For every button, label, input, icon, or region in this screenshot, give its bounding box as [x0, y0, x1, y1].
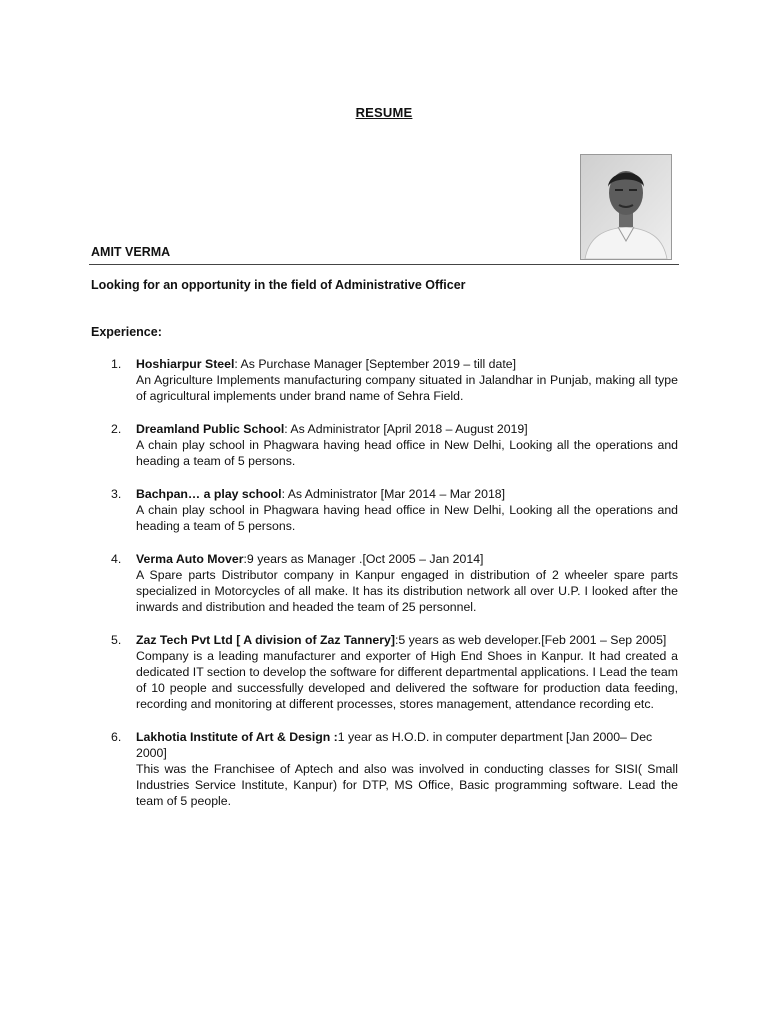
experience-item: [111, 486, 678, 534]
experience-item: [111, 356, 678, 404]
company-name: Dreamland Public School: [136, 422, 285, 436]
role-details: :5 years as web developer.[Feb 2001 – Sep 2005]: [394, 633, 667, 647]
resume-title: RESUME: [355, 105, 413, 120]
role-details: : As Administrator [Mar 2014 – Mar 2018]: [281, 487, 506, 501]
experience-item: [111, 421, 678, 469]
company-description: A chain play school in Phagwara having head office in New Delhi, Looking all the operations and heading a team of 5 persons.: [136, 503, 678, 533]
career-objective: Looking for an opportunity in the field of Administrative Officer: [91, 278, 466, 292]
company-description: This was the Franchisee of Aptech and also was involved in conducting classes for SISI( Small Industries Service Institute, Kanpur) for DTP, MS Office, Basic programming software. Lead the team of 5 people.: [136, 762, 678, 808]
company-name: Lakhotia Institute of Art & Design :: [136, 730, 338, 744]
experience-item: [111, 729, 678, 809]
role-details: : As Administrator [April 2018 – August 2019]: [284, 422, 528, 436]
item-number: 2.: [111, 422, 122, 436]
company-name: Hoshiarpur Steel: [136, 357, 235, 371]
experience-item: [111, 551, 678, 615]
item-number: 3.: [111, 487, 122, 501]
item-number: 1.: [111, 357, 122, 371]
profile-photo: [580, 154, 672, 260]
company-name: Bachpan… a play school: [136, 487, 282, 501]
candidate-name: AMIT VERMA: [91, 245, 171, 259]
company-description: Company is a leading manufacturer and exporter of High End Shoes in Kanpur. It had created a dedicated IT section to develop the software for different departmental applications. I Lead the team of 10 people and successfully developed and delivered the software for production data feeding, recording and monitoring at different processes, stores management, attendance recording etc.: [136, 649, 678, 711]
role-details: : As Purchase Manager [September 2019 – till date]: [234, 357, 517, 371]
item-number: 5.: [111, 633, 122, 647]
role-details: 1 year as H.O.D. in computer department [Jan 2000– Dec 2000]: [136, 730, 653, 760]
experience-item: [111, 632, 678, 712]
item-number: 4.: [111, 552, 122, 566]
company-description: A chain play school in Phagwara having head office in New Delhi, Looking all the operations and heading a team of 5 persons.: [136, 438, 678, 468]
item-number: 6.: [111, 730, 122, 744]
role-details: :9 years as Manager .[Oct 2005 – Jan 2014]: [243, 552, 484, 566]
company-description: An Agriculture Implements manufacturing company situated in Jalandhar in Punjab, making all type of agricultural implements under brand name of Sehra Field.: [136, 373, 678, 403]
experience-list: [111, 356, 678, 826]
company-name: Zaz Tech Pvt Ltd [ A division of Zaz Tannery]: [136, 633, 395, 647]
header-divider: [89, 264, 679, 265]
company-description: A Spare parts Distributor company in Kanpur engaged in distribution of 2 wheeler spare parts specialized in Motorcycles of all make. It has its distribution network all over U.P. I looked after the inwards and distribution and headed the team of 25 personnel.: [136, 568, 678, 614]
experience-heading: Experience:: [91, 325, 162, 339]
company-name: Verma Auto Mover: [136, 552, 244, 566]
